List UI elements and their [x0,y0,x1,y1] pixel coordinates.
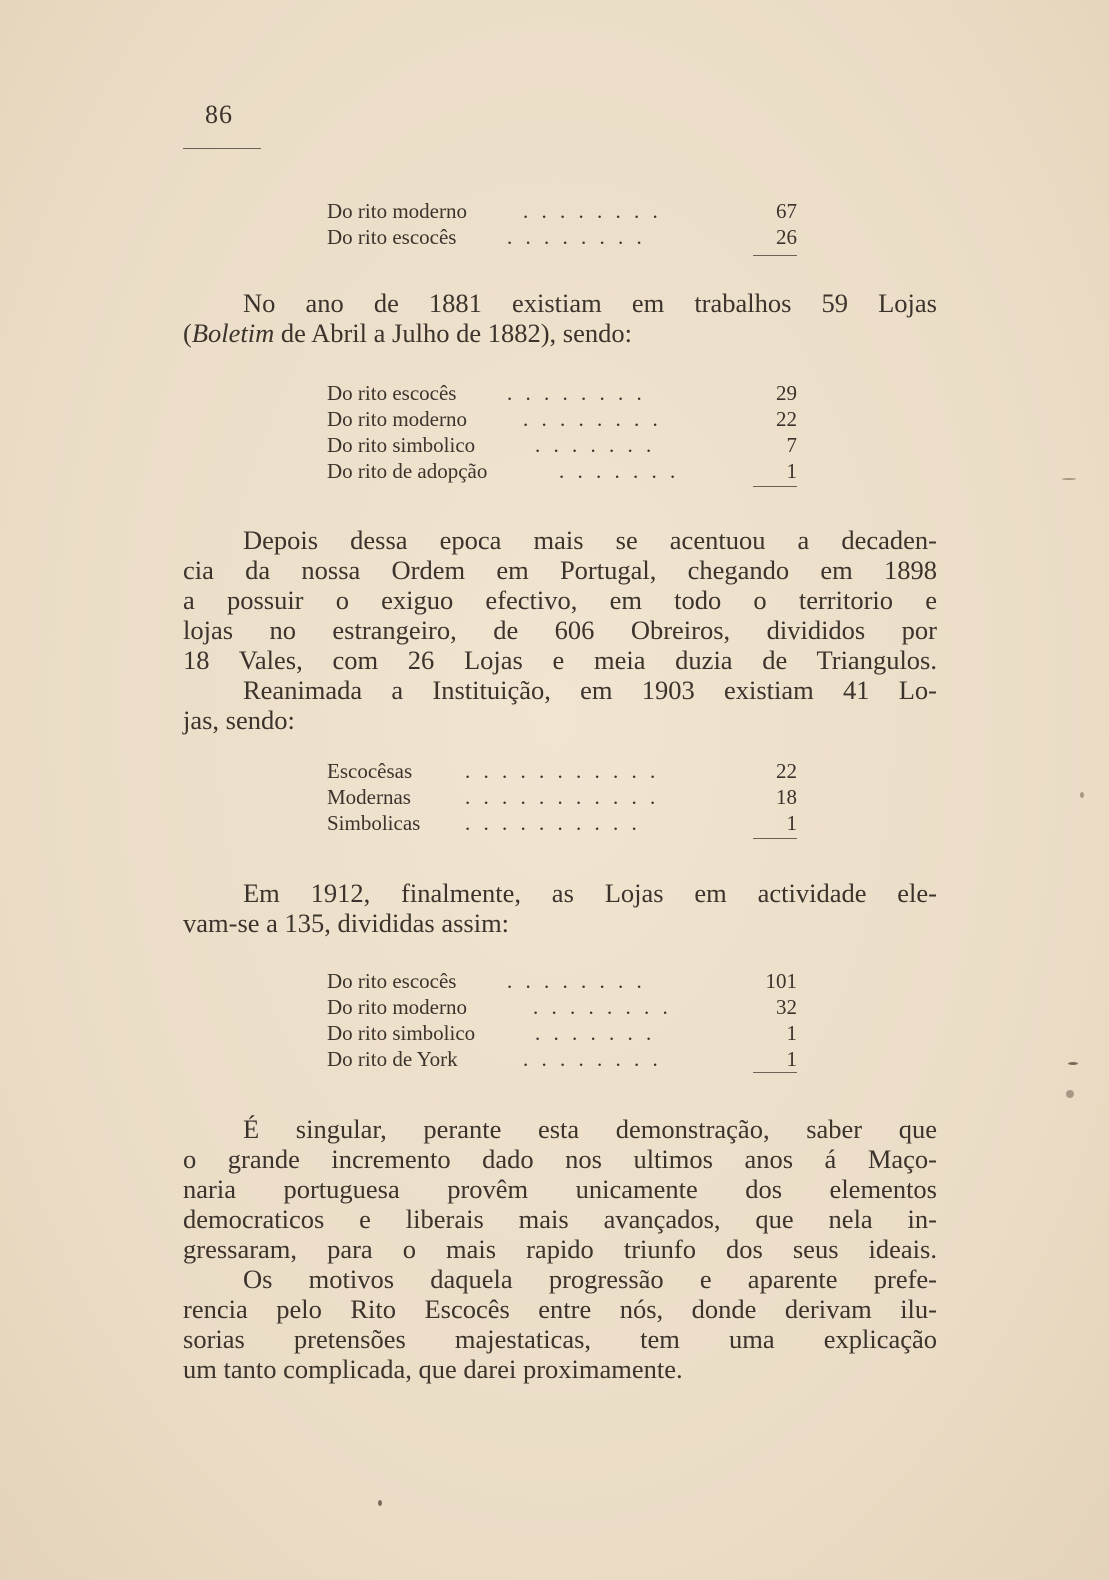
text-line: Os motivos daquela progressão e aparente prefe- [243,1264,937,1294]
text-line: Em 1912, finalmente, as Lojas em actividade ele- [243,878,937,908]
table-2 [327,380,797,484]
row-label: Do rito escocês [327,225,457,249]
page-number: 86 [205,100,233,129]
table-row [327,406,797,432]
sum-rule [753,838,797,839]
row-label: Do rito de adopção [327,459,488,483]
sum-rule [753,255,797,256]
row-value: 67 [776,199,797,223]
text-line: Reanimada a Instituição, em 1903 existiam 41 Lo- [243,675,937,705]
row-label: Do rito simbolico [327,433,476,457]
text-line: a possuir o exiguo efectivo, em todo o territorio e [183,585,937,615]
paper-speck [378,1500,382,1506]
row-leader-dots: . . . . . . . [559,459,680,483]
text-line: (Boletim de Abril a Julho de 1882), sendo: [183,318,632,348]
row-value: 101 [765,969,797,993]
row-leader-dots: . . . . . . . . [523,1047,662,1071]
row-value: 22 [776,759,797,783]
table-row [327,994,797,1020]
text-line: o grande incremento dado nos ultimos anos á Maço- [183,1144,937,1174]
row-leader-dots: . . . . . . . . [507,225,646,249]
paper-speck [1062,478,1076,480]
paper-speck [1066,1090,1074,1098]
row-value: 1 [786,811,797,835]
text-line: democraticos e liberais mais avançados, que nela in- [183,1204,937,1234]
paper-speck [1080,792,1084,798]
table-1 [327,198,797,250]
row-label: Do rito de York [327,1047,458,1071]
italic-title: Boletim [191,318,275,348]
row-value: 26 [776,225,797,249]
paragraph-2 [183,525,937,735]
text-line: um tanto complicada, que darei proximamente. [183,1354,683,1384]
row-value: 22 [776,407,797,431]
row-label: Do rito escocês [327,969,457,993]
table-row [327,784,797,810]
row-leader-dots: . . . . . . . . [507,969,646,993]
text-line: É singular, perante esta demonstração, saber que [243,1114,937,1144]
text-line: Depois dessa epoca mais se acentuou a decaden- [243,525,937,555]
table-row [327,380,797,406]
row-label: Do rito moderno [327,407,467,431]
row-value: 29 [776,381,797,405]
row-leader-dots: . . . . . . . . [523,199,662,223]
table-row [327,432,797,458]
row-leader-dots: . . . . . . . . . . . [465,785,660,809]
table-row [327,198,797,224]
text-line: No ano de 1881 existiam em trabalhos 59 Lojas [243,288,937,318]
row-leader-dots: . . . . . . . . . . . [465,759,660,783]
paragraph-4 [183,1114,937,1384]
table-row [327,968,797,994]
row-value: 1 [786,1021,797,1045]
table-row [327,758,797,784]
sum-rule [753,1072,797,1073]
row-label: Simbolicas [327,811,421,835]
table-row [327,224,797,250]
table-row [327,458,797,484]
text-line: naria portuguesa provêm unicamente dos elementos [183,1174,937,1204]
text-line: lojas no estrangeiro, de 606 Obreiros, divididos por [183,615,937,645]
table-row [327,1046,797,1072]
row-value: 1 [786,459,797,483]
text-line: cia da nossa Ordem em Portugal, chegando em 1898 [183,555,937,585]
row-leader-dots: . . . . . . . [535,433,656,457]
row-leader-dots: . . . . . . . . [523,407,662,431]
row-label: Do rito moderno [327,199,467,223]
row-leader-dots: . . . . . . . . [507,381,646,405]
paragraph-1 [183,288,937,348]
row-label: Escocêsas [327,759,413,783]
row-label: Modernas [327,785,411,809]
table-row [327,1020,797,1046]
text-line: 18 Vales, com 26 Lojas e meia duzia de Triangulos. [183,645,937,675]
sum-rule [753,486,797,487]
row-label: Do rito escocês [327,381,457,405]
row-value: 18 [776,785,797,809]
row-leader-dots: . . . . . . . . . . [465,811,641,835]
table-4 [327,968,797,1072]
text-line: sorias pretensões majestaticas, tem uma explicação [183,1324,937,1354]
row-label: Do rito simbolico [327,1021,476,1045]
text-line: rencia pelo Rito Escocês entre nós, donde derivam ilu- [183,1294,937,1324]
paragraph-3 [183,878,937,938]
row-value: 7 [786,433,797,457]
header-rule [183,148,261,149]
text-line: vam-se a 135, divididas assim: [183,908,510,938]
text-line: gressaram, para o mais rapido triunfo dos seus ideais. [183,1234,937,1264]
table-3 [327,758,797,836]
row-leader-dots: . . . . . . . [535,1021,656,1045]
text-line: jas, sendo: [183,705,295,735]
paper-speck [1068,1062,1078,1065]
row-leader-dots: . . . . . . . . [533,995,672,1019]
row-value: 1 [786,1047,797,1071]
table-row [327,810,797,836]
row-value: 32 [776,995,797,1019]
row-label: Do rito moderno [327,995,467,1019]
